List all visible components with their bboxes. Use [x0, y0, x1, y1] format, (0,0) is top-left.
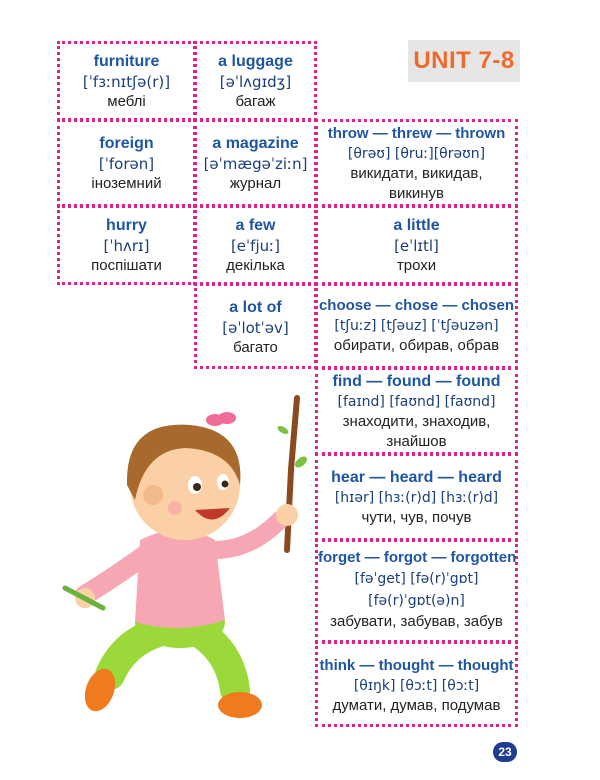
card-word: throw — threw — thrown	[327, 125, 506, 142]
card-word: a few	[235, 217, 276, 234]
card-translation: викидати, викидав, викинув	[350, 165, 483, 202]
card-translation: забувати, забував, забув	[330, 613, 503, 630]
vocab-card-foreign	[57, 119, 196, 207]
card-translation: знаходити, знаходив, знайшов	[342, 413, 491, 450]
vocab-card-choose	[315, 283, 518, 369]
vocab-card-hear	[315, 453, 518, 541]
card-transcription: [eˈlɪtl]	[394, 237, 439, 255]
card-transcription: [ˈforən]	[98, 155, 155, 173]
card-transcription: [faɪnd] [faʊnd] [faʊnd]	[337, 394, 496, 410]
card-translation: журнал	[229, 175, 282, 192]
card-transcription: [əˈlotˈəv]	[222, 319, 289, 337]
card-transcription: [fəˈget] [fə(r)ˈgɒt] [fə(r)ˈgɒt(ə)n]	[354, 571, 479, 609]
card-transcription: [θɪŋk] [θɔːt] [θɔːt]	[353, 678, 480, 694]
page-number: 23	[493, 742, 517, 762]
card-transcription: [əˈlʌgɪdʒ]	[219, 73, 292, 91]
card-transcription: [eˈfjuː]	[230, 237, 281, 255]
card-translation: трохи	[396, 257, 437, 274]
unit-title: UNIT 7-8	[408, 40, 520, 82]
card-transcription: [əˈmægəˈziːn]	[203, 155, 308, 173]
card-transcription: [hɪər] [hɜː(r)d] [hɜː(r)d]	[334, 490, 499, 506]
vocab-card-hurry	[57, 205, 196, 285]
card-translation: обирати, обирав, обрав	[333, 337, 500, 354]
card-word: forget — forgot — forgotten	[318, 549, 517, 566]
card-word: a lot of	[229, 299, 282, 316]
card-transcription: [tʃuːz] [tʃəuz] [ˈtʃəuzən]	[334, 318, 499, 334]
card-word: choose — chose — chosen	[318, 297, 515, 314]
vocab-card-find	[315, 367, 518, 455]
card-word: find — found — found	[332, 373, 501, 390]
running-child-illustration	[55, 390, 315, 730]
card-translation: поспішати	[91, 257, 162, 274]
card-word: furniture	[93, 53, 160, 70]
vocab-card-magazine	[194, 119, 317, 207]
card-translation: багаж	[235, 93, 276, 110]
vocab-card-a-few	[194, 205, 317, 285]
card-translation: багато	[233, 339, 278, 356]
vocab-card-furniture	[57, 41, 196, 121]
card-word: a luggage	[218, 53, 293, 70]
card-translation: іноземний	[91, 175, 162, 192]
card-word: think — thought — thought	[319, 657, 514, 674]
vocab-card-think	[315, 641, 518, 727]
card-translation: меблі	[107, 93, 146, 110]
card-word: hear — heard — heard	[331, 469, 502, 486]
card-word: a little	[393, 217, 440, 234]
vocab-card-a-lot-of	[194, 283, 317, 369]
card-translation: декілька	[226, 257, 285, 274]
card-transcription: [ˈhʌrɪ]	[103, 237, 150, 255]
vocab-card-a-little	[315, 205, 518, 285]
card-transcription: [ˈfɜːnɪtʃə(r)]	[82, 73, 171, 91]
card-translation: думати, думав, подумав	[332, 697, 501, 714]
vocab-card-luggage	[194, 41, 317, 121]
card-word: foreign	[99, 135, 154, 152]
card-word: hurry	[106, 217, 147, 234]
card-transcription: [θrəʊ] [θruː][θrəʊn]	[347, 146, 486, 162]
vocab-card-throw	[315, 119, 518, 207]
card-translation: чути, чув, почув	[361, 509, 472, 526]
vocab-card-forget	[315, 539, 518, 643]
card-word: a magazine	[212, 135, 299, 152]
